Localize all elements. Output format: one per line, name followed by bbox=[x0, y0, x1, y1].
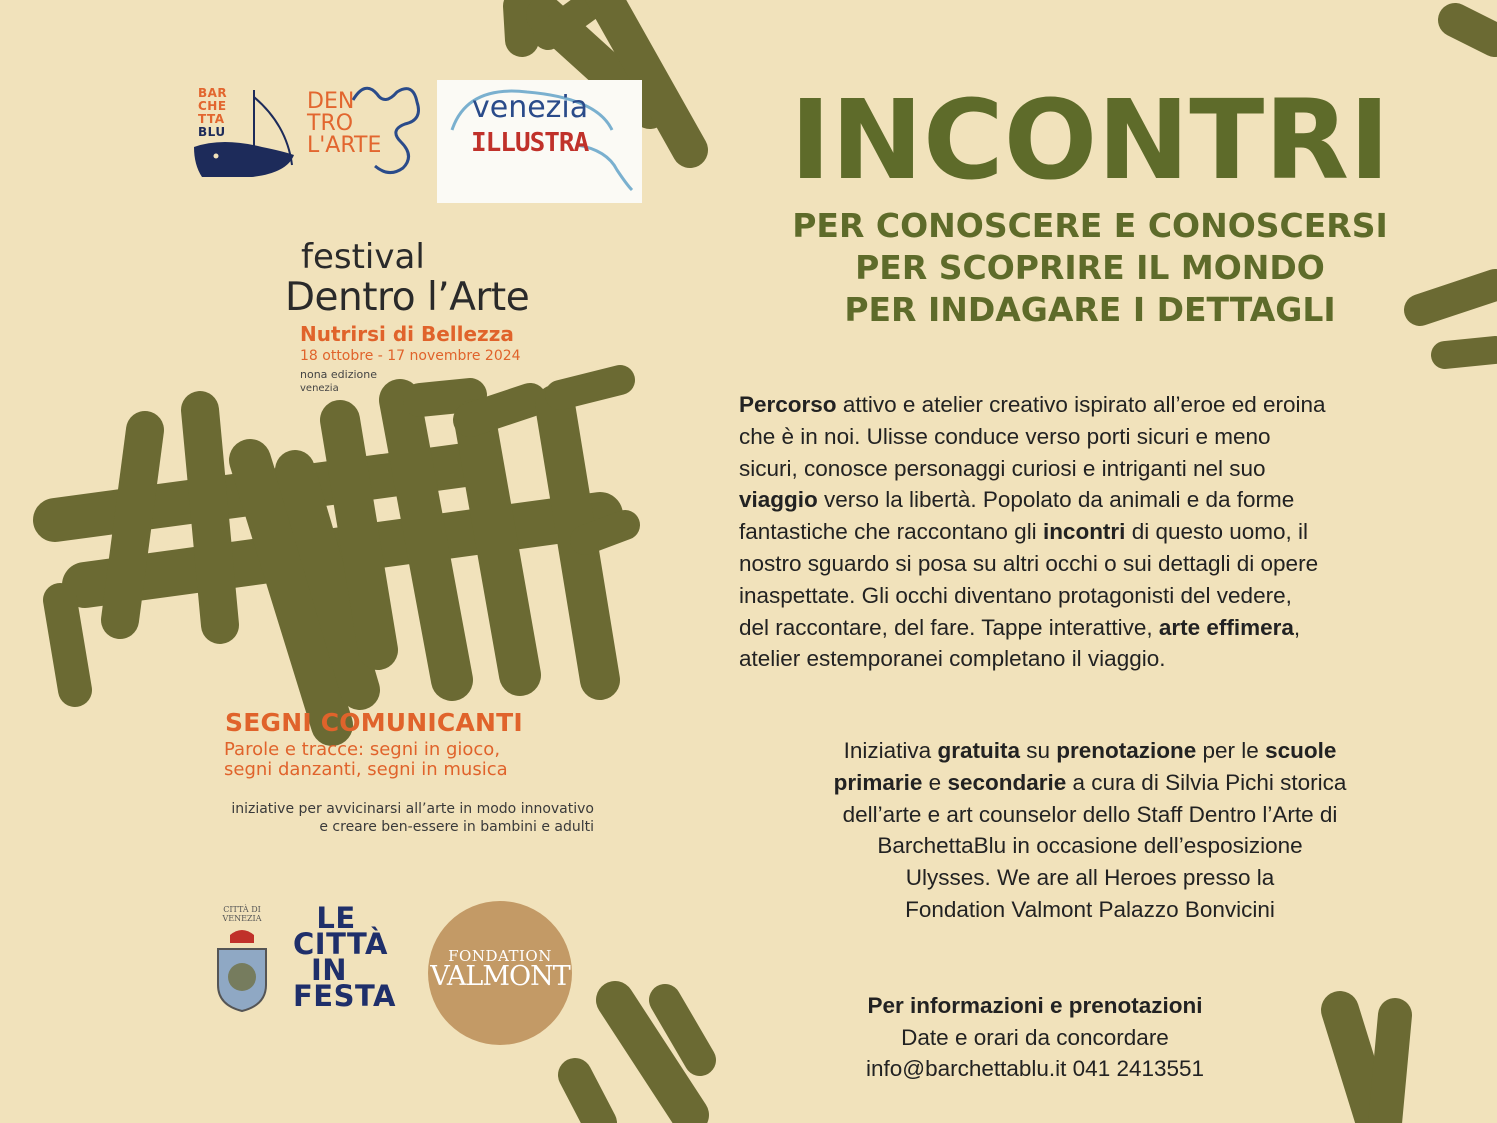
contact-line: Date e orari da concordare bbox=[901, 1024, 1169, 1050]
segni-title: SEGNI COMUNICANTI bbox=[225, 708, 523, 737]
text-span: verso la libertà. Popolato da animali e da forme bbox=[817, 487, 1295, 513]
segni-note-line: e creare ben-essere in bambini e adulti bbox=[319, 819, 594, 835]
bold-word: Percorso bbox=[739, 392, 837, 417]
text-line: che è in noi. Ulisse conduce verso porti sicuri e meno bbox=[739, 423, 1271, 449]
festival-theme: Nutrirsi di Bellezza bbox=[300, 322, 514, 346]
text-span: del raccontare, del fare. Tappe interattive, bbox=[739, 614, 1159, 640]
text-span: e bbox=[922, 769, 948, 795]
logo-text: DEN bbox=[307, 89, 355, 114]
bold-word: incontri bbox=[1042, 519, 1126, 545]
contact-block bbox=[835, 990, 1497, 1085]
logo-text: FONDATION bbox=[448, 947, 552, 965]
festival-dates: 18 ottobre - 17 novembre 2024 bbox=[300, 348, 521, 364]
text-line: inaspettate. Gli occhi diventano protagonisti del vedere, bbox=[739, 582, 1292, 608]
text-span: attivo e atelier creativo ispirato all’eroe ed eroina bbox=[836, 392, 1326, 417]
info-paragraph bbox=[780, 735, 1400, 926]
subtitle-line: PER SCOPRIRE IL MONDO bbox=[855, 248, 1325, 287]
segni-sub-line: segni danzanti, segni in musica bbox=[224, 759, 508, 780]
logo-text: venezia bbox=[472, 90, 589, 125]
bold-word: primarie bbox=[833, 769, 923, 795]
text-line: sicuri, conosce personaggi curiosi e intriganti nel suo bbox=[739, 455, 1266, 481]
festival-label: festival bbox=[301, 237, 425, 277]
bold-word: scuole bbox=[1265, 738, 1337, 763]
logo-text: BLU bbox=[198, 125, 226, 139]
boat-icon bbox=[192, 85, 297, 180]
logo-text-line: VENEZIA bbox=[222, 914, 262, 923]
text-line: atelier estemporanei completano il viaggio. bbox=[739, 646, 1166, 672]
fondation-valmont-logo bbox=[428, 901, 572, 1045]
text-span: a cura di Silvia Pichi storica bbox=[1066, 769, 1347, 795]
segni-note bbox=[226, 800, 594, 836]
bold-word: gratuita bbox=[937, 738, 1020, 763]
text-span: su bbox=[1019, 738, 1057, 763]
festival-edition: nona edizione bbox=[300, 368, 378, 381]
bold-word: prenotazione bbox=[1056, 738, 1197, 763]
text-span: fantastiche che raccontano gli bbox=[739, 519, 1043, 545]
logo-text-line: IN bbox=[310, 953, 348, 987]
logo-text: TRO bbox=[307, 111, 354, 136]
festival-name: Dentro l’Arte bbox=[285, 275, 530, 320]
logo-text-line: CITTÀ bbox=[293, 927, 388, 961]
dentro-larte-logo bbox=[305, 80, 435, 190]
logo-text: VALMONT bbox=[430, 961, 570, 992]
bold-word: arte effimera bbox=[1158, 614, 1294, 640]
venezia-illustra-logo bbox=[437, 80, 642, 203]
description-paragraph bbox=[739, 389, 1459, 675]
bold-word: secondarie bbox=[947, 769, 1067, 795]
logo-text: ILLUSTRA bbox=[471, 128, 589, 158]
text-span: Iniziativa bbox=[843, 738, 938, 763]
text-line: Fondation Valmont Palazzo Bonvicini bbox=[905, 896, 1275, 922]
barchetta-blu-logo bbox=[192, 85, 297, 180]
text-span: per le bbox=[1196, 738, 1266, 763]
text-line: dell’arte e art counselor dello Staff Dentro l’Arte di bbox=[842, 801, 1338, 827]
logo-text-line: CITTÀ DI bbox=[223, 905, 261, 914]
subtitle-line: PER CONOSCERE E CONOSCERSI bbox=[792, 206, 1388, 245]
text-line: BarchettaBlu in occasione dell’esposizione bbox=[877, 833, 1303, 859]
logo-text-line: FESTA bbox=[293, 979, 396, 1013]
text-span: , bbox=[1293, 614, 1301, 640]
subtitle-block bbox=[740, 205, 1440, 331]
coat-of-arms-icon bbox=[210, 927, 275, 1012]
segni-note-line: iniziative per avvicinarsi all’arte in modo innovativo bbox=[231, 801, 594, 817]
subtitle-line: PER INDAGARE I DETTAGLI bbox=[844, 290, 1336, 329]
le-citta-in-festa-logo bbox=[293, 901, 403, 1015]
segni-sub-line: Parole e tracce: segni in gioco, bbox=[224, 739, 501, 760]
text-line: nostro sguardo si posa su altri occhi o sui dettagli di opere bbox=[739, 550, 1319, 576]
logo-text bbox=[214, 905, 270, 923]
logo-text: CHE bbox=[198, 99, 227, 113]
contact-email-phone[interactable]: info@barchettablu.it 041 2413551 bbox=[865, 1056, 1205, 1081]
contact-heading: Per informazioni e prenotazioni bbox=[867, 993, 1203, 1018]
logo-text: BAR bbox=[198, 86, 228, 100]
logo-text: TTA bbox=[198, 112, 225, 126]
citta-di-venezia-logo bbox=[210, 905, 275, 1010]
segni-subtitle bbox=[224, 740, 508, 780]
text-line: Ulysses. We are all Heroes presso la bbox=[905, 865, 1275, 891]
page-title: INCONTRI bbox=[790, 76, 1390, 204]
festival-city: venezia bbox=[300, 383, 339, 394]
bold-word: viaggio bbox=[739, 487, 818, 513]
logo-text-line: LE bbox=[316, 901, 356, 935]
logo-text: L'ARTE bbox=[307, 133, 382, 158]
text-span: di questo uomo, il bbox=[1125, 519, 1309, 545]
